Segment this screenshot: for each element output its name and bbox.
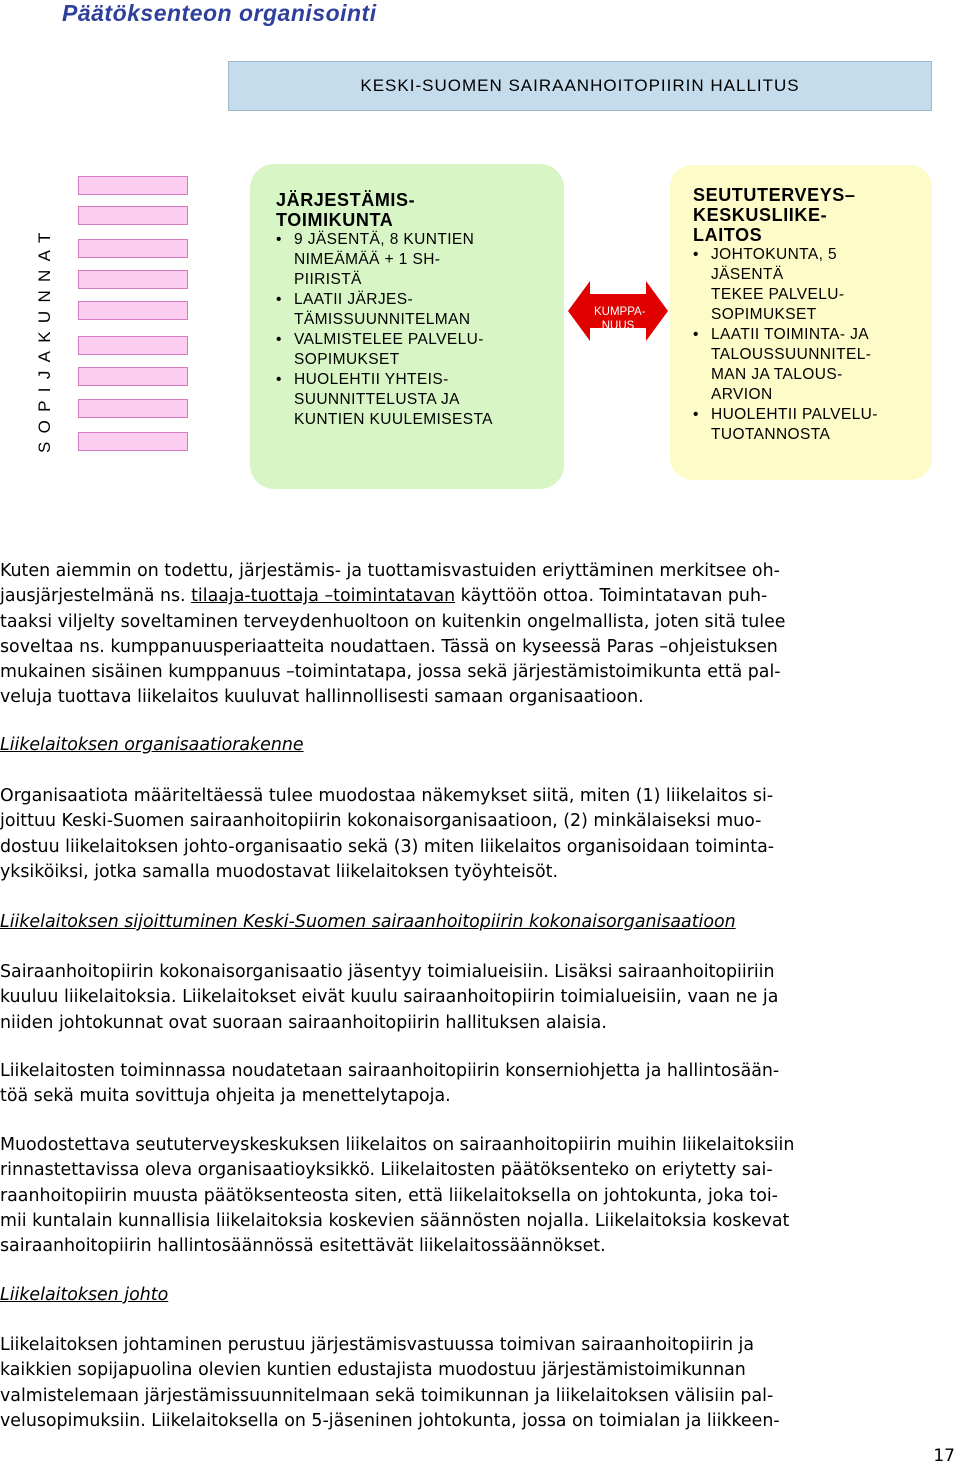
enterprise-heading-1: SEUTUTERVEYS– xyxy=(693,185,856,205)
list-item: • HUOLEHTII YHTEIS- xyxy=(276,371,449,388)
page-number: 17 xyxy=(933,1446,955,1466)
enterprise-heading-2: KESKUSLIIKE- xyxy=(693,205,828,225)
list-item: TALOUSSUUNNITEL- xyxy=(711,346,872,363)
organizing-committee-content xyxy=(276,190,566,430)
municipality-bar xyxy=(78,206,188,225)
paragraph-placement: Sairaanhoitopiirin kokonaisorganisaatio jäsentyy toimialueisiin. Lisäksi sairaanhoitopiiriin kuuluu liikelaitoksia. Liikelaitokset eivät kuulu sairaanhoitopiirin toimialueisiin, vaan ne ja niiden johtokunnat ovat suoraan sairaanhoitopiirin hallituksen alaisia. xyxy=(0,962,779,1033)
paragraph-management: Liikelaitoksen johtaminen perustuu järjestämisvastuussa toimivan sairaanhoitopiirin ja kaikkien sopijapuolina olevien kuntien edustajista muodostuu järjestämistoimikunnan valmistelemaan järjestämissuunnitelmaan sekä toimikunnan ja liikelaitoksen välisiin pal- velusopimuksiin. Liikelaitoksella on 5-jäseninen johtokunta, jossa on toimialan ja liikkeen- xyxy=(0,1335,780,1431)
bullet-icon: • xyxy=(276,331,282,348)
enterprise-list xyxy=(693,245,938,445)
municipality-bar xyxy=(78,176,188,195)
municipality-bar xyxy=(78,367,188,386)
municipality-bars xyxy=(78,176,188,452)
list-item: TEKEE PALVELU- xyxy=(711,286,845,303)
bullet-icon: • xyxy=(693,326,699,343)
committee-list xyxy=(276,230,566,430)
municipality-bar xyxy=(78,432,188,451)
list-item: TUOTANNOSTA xyxy=(711,426,831,443)
municipality-bar xyxy=(78,301,188,320)
list-item: • 9 JÄSENTÄ, 8 KUNTIEN xyxy=(276,231,475,248)
list-item: • VALMISTELEE PALVELU- xyxy=(276,331,484,348)
municipality-bar xyxy=(78,399,188,418)
section-heading: Liikelaitoksen organisaatiorakenne xyxy=(0,735,304,755)
board-label: KESKI-SUOMEN SAIRAANHOITOPIIRIN HALLITUS xyxy=(360,76,800,95)
bullet-icon: • xyxy=(693,246,699,263)
municipality-bar xyxy=(78,239,188,258)
list-item: SOPIMUKSET xyxy=(711,306,817,323)
bullet-icon: • xyxy=(276,371,282,388)
vertical-label-text: SOPIJAKUNNAT xyxy=(35,224,54,453)
paragraph-enterprise: Muodostettava seututerveyskeskuksen liikelaitos on sairaanhoitopiirin muihin liikelaitoksiin rinnastettavissa oleva organisaatioyksikkö. Liikelaitosten päätöksenteko on eriytetty sai- raanhoitopiirin muusta päätöksenteosta siten, että liikelaitoksella on johtokunta, joka toi- mii kuntalain kunnallisia liikelaitoksia koskevien säännösten nojalla. Liikelaitoksia koskevat sairaanhoitopiirin hallintosäännössä esitettävät liikelaitossäännökset. xyxy=(0,1135,795,1257)
list-item: MAN JA TALOUS- xyxy=(711,366,843,383)
list-item: TÄMISSUUNNITELMAN xyxy=(294,311,471,328)
paragraph-intro: Kuten aiemmin on todettu, järjestämis- ja tuottamisvastuiden eriyttäminen merkitsee oh- jausjärjestelmänä ns. tilaaja-tuottaja –toimintatavan käyttöön ottoa. Toimintatavan puh- taaksi viljelty soveltaminen terveydenhuoltoon on kuitenkin ongelmallista, joten sitä tulee soveltaa ns. kumppanuusperiaatteita noudattaen. Tässä on kyseessä Paras –ohjeistuksen mukainen sisäinen kumppanuus –toimintatapa, jossa sekä järjestämistoimikunta että pal- veluja tuottava liikelaitos kuuluvat hallinnollisesti samaan organisaatioon. xyxy=(0,561,786,708)
section-heading: Liikelaitoksen johto xyxy=(0,1285,169,1305)
tilaaja-tuottaja-link-text: tilaaja-tuottaja –toimintatavan xyxy=(191,586,456,607)
enterprise-heading-3: LAITOS xyxy=(693,225,763,245)
partnership-label: KUMPPA- NUUS xyxy=(594,306,646,332)
list-item: JÄSENTÄ xyxy=(711,266,784,283)
list-item: SUUNNITTELUSTA JA xyxy=(294,391,460,408)
section-heading: Liikelaitoksen sijoittuminen Keski-Suomen sairaanhoitopiirin kokonaisorganisaatioon xyxy=(0,912,736,932)
list-item: • LAATII JÄRJES- xyxy=(276,291,414,308)
bullet-icon: • xyxy=(276,291,282,308)
list-item: PIIRISTÄ xyxy=(294,271,362,288)
bullet-icon: • xyxy=(693,406,699,423)
diagram-title: Päätöksenteon organisointi xyxy=(62,0,377,26)
list-item: SOPIMUKSET xyxy=(294,351,400,368)
list-item: ARVION xyxy=(711,386,773,403)
municipality-bar xyxy=(78,336,188,355)
organizing-committee-box xyxy=(250,164,564,489)
list-item: • HUOLEHTII PALVELU- xyxy=(693,406,878,423)
hospital-district-board-box xyxy=(228,61,932,111)
list-item: • LAATII TOIMINTA- JA xyxy=(693,326,870,343)
list-item: • JOHTOKUNTA, 5 xyxy=(693,246,838,263)
list-item: KUNTIEN KUULEMISESTA xyxy=(294,411,493,428)
paragraph-organisation: Organisaatiota määriteltäessä tulee muodostaa näkemykset siitä, miten (1) liikelaitos si- joittuu Keski-Suomen sairaanhoitopiirin kokonaisorganisaatioon, (2) minkälaiseksi muo- dostuu liikelaitoksen johto-organisaatio sekä (3) miten liikelaitos organisoidaan toiminta- yksiköiksi, jotka samalla muodostavat liikelaitoksen työyhteisöt. xyxy=(0,786,775,882)
bullet-icon: • xyxy=(276,231,282,248)
municipality-bar xyxy=(78,270,188,289)
paragraph-group-instructions: Liikelaitosten toiminnassa noudatetaan sairaanhoitopiirin konserniohjetta ja hallintosään- töä sekä muita sovittuja ohjeita ja menettelytapoja. xyxy=(0,1061,780,1107)
health-centre-enterprise-box xyxy=(670,165,932,480)
health-centre-content xyxy=(693,185,938,445)
committee-heading-2: TOIMIKUNTA xyxy=(276,210,394,230)
sopijakunnat-vertical-label xyxy=(30,148,60,453)
committee-heading-1: JÄRJESTÄMIS- xyxy=(276,190,416,210)
list-item: NIMEÄMÄÄ + 1 SH- xyxy=(294,251,441,268)
